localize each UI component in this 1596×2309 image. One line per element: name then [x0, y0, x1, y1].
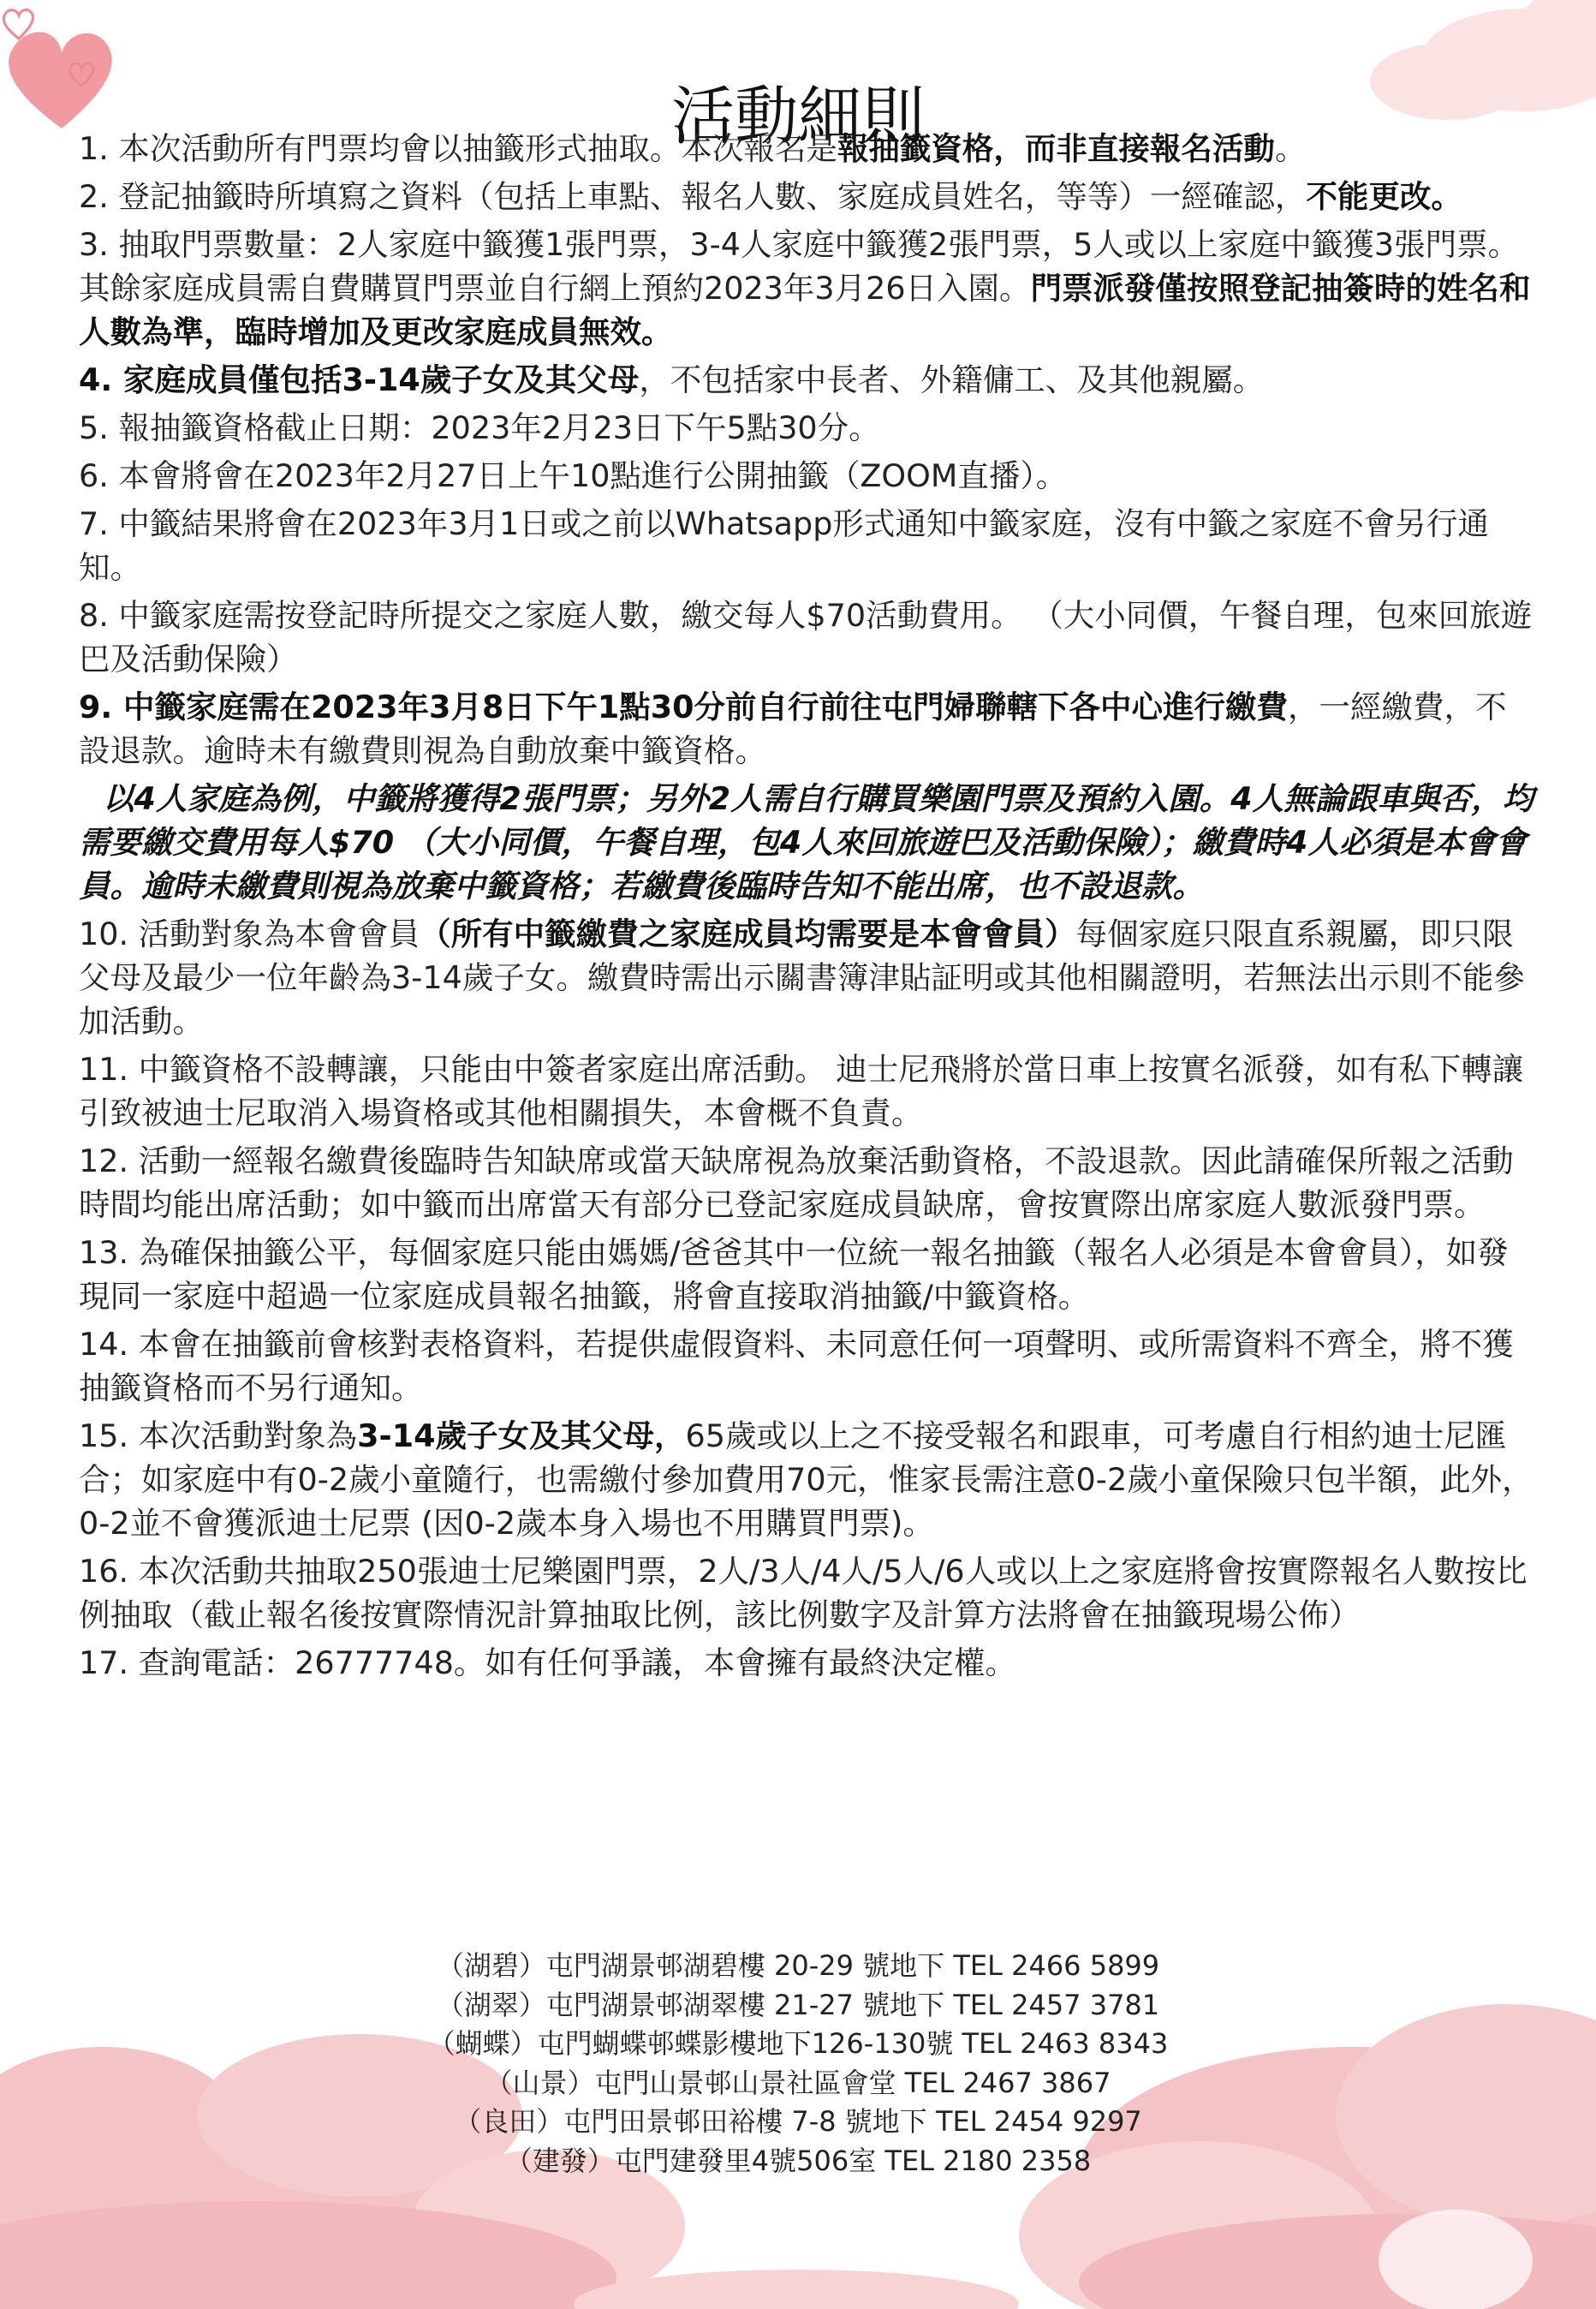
rule-text: 15. 本次活動對象為	[79, 1417, 358, 1454]
rule-item	[79, 1139, 1534, 1226]
example-note	[79, 777, 1534, 908]
rules-list	[79, 127, 1534, 1689]
address-line: （湖碧）屯門湖景邨湖碧樓 20-29 號地下 TEL 2466 5899	[436, 1949, 1160, 1982]
rule-text: 11. 中籤資格不設轉讓，只能由中簽者家庭出席活動。 迪士尼飛將於當日車上按實名派發，如有私下轉讓引致被迪士尼取消入場資格或其他相關損失，本會概不負責。	[79, 1051, 1524, 1131]
rule-item	[79, 406, 1534, 450]
rule-text-bold: 報抽籤資格，而非直接報名活動	[837, 130, 1275, 167]
rule-text: 5. 報抽籤資格截止日期：2023年2月23日下午5點30分。	[79, 409, 880, 446]
address-line: （建發）屯門建發里4號506室 TEL 2180 2358	[504, 2144, 1092, 2177]
rule-text: ，一經繳費，不設退款。逾時未有繳費則視為自動放棄中籤資格。	[79, 689, 1507, 769]
rule-text: 14. 本會在抽籤前會核對表格資料，若提供虛假資料、未同意任何一項聲明、或所需資料不齊全，將不獲抽籤資格而不另行通知。	[79, 1326, 1514, 1406]
rule-text: 。	[1274, 130, 1307, 167]
address-line: （山景）屯門山景邨山景社區會堂 TEL 2467 3867	[485, 2066, 1111, 2099]
address-line: （良田）屯門田景邨田裕樓 7-8 號地下 TEL 2454 9297	[454, 2105, 1142, 2138]
rule-item	[79, 1322, 1534, 1410]
rule-text-bold: 不能更改。	[1306, 178, 1462, 215]
rule-text-bold: 3-14歲子女及其父母，	[357, 1417, 686, 1454]
rule-text: 10. 活動對象為本會會員	[79, 916, 420, 952]
address-line: （湖翠）屯門湖景邨湖翠樓 21-27 號地下 TEL 2457 3781	[436, 1988, 1160, 2021]
rule-text-bold: 9. 中籤家庭需在2023年3月8日下午1點30分前自行前往屯門婦聯轄下各中心進行繳費	[79, 689, 1289, 725]
address-list	[0, 1947, 1596, 2181]
rule-item	[79, 912, 1534, 1043]
rule-text: 65歲或以上之不接受報名和跟車，可考慮自行相約迪士尼匯合；如家庭中有0-2歲小童隨行，也需繳付參加費用70元，惟家長需注意0-2歲小童保險只包半額，此外，0-2並不會獲派迪士尼票 (因0-2歲本身入場也不用購買門票)。	[79, 1417, 1533, 1542]
address-line: （蝴蝶）屯門蝴蝶邨蝶影樓地下126-130號 TEL 2463 8343	[427, 2027, 1169, 2060]
rule-item	[79, 502, 1534, 589]
rule-text-bold: 門票派發僅按照登記抽簽時的姓名和人數為準，臨時增加及更改家庭成員無效。	[79, 270, 1531, 350]
rule-text: 1. 本次活動所有門票均會以抽籤形式抽取。本次報名是	[79, 130, 837, 167]
rule-text: 12. 活動一經報名繳費後臨時告知缺席或當天缺席視為放棄活動資格，不設退款。因此請確保所報之活動時間均能出席活動；如中籤而出席當天有部分已登記家庭成員缺席，會按實際出席家庭人數派發門票。	[79, 1143, 1514, 1223]
rule-text: 7. 中籤結果將會在2023年3月1日或之前以Whatsapp形式通知中籤家庭，沒有中籤之家庭不會另行通知。	[79, 505, 1489, 586]
rule-text: 13. 為確保抽籤公平，每個家庭只能由媽媽/爸爸其中一位統一報名抽籤（報名人必須是本會會員），如發現同一家庭中超過一位家庭成員報名抽籤，將會直接取消抽籤/中籤資格。	[79, 1234, 1509, 1315]
rule-text: 8. 中籤家庭需按登記時所提交之家庭人數，繳交每人$70活動費用。 （大小同價，午餐自理，包來回旅遊巴及活動保險）	[79, 597, 1533, 677]
rule-text-bold: 4. 家庭成員僅包括3-14歲子女及其父母	[79, 361, 640, 398]
rule-text: 每個家庭只限直系親屬，即只限父母及最少一位年齡為3-14歲子女。繳費時需出示關書簿津貼証明或其他相關證明，若無法出示則不能參加活動。	[79, 916, 1525, 1040]
rule-text: ，不包括家中長者、外籍傭工、及其他親屬。	[639, 361, 1265, 398]
rule-item	[79, 1414, 1534, 1545]
rule-item	[79, 454, 1534, 498]
rule-text: 3. 抽取門票數量：2人家庭中籤獲1張門票，3-4人家庭中籤獲2張門票，5人或以上家庭中籤獲3張門票。其餘家庭成員需自費購買門票並自行網上預約2023年3月26日入園。	[79, 226, 1520, 307]
rule-item	[79, 358, 1534, 402]
rule-item	[79, 175, 1534, 218]
rule-text: 2. 登記抽籤時所填寫之資料（包括上車點、報名人數、家庭成員姓名，等等）一經確認，	[79, 178, 1307, 215]
rule-item	[79, 685, 1534, 773]
rule-text-bold: 以4人家庭為例，中籤將獲得2張門票；另外2人需自行購買樂園門票及預約入園。4人無論跟車與否，均需要繳交費用每人$70 （大小同價，午餐自理，包4人來回旅遊巴及活動保險）；繳費時4人必須是本會會員。逾時未繳費則視為放棄中籤資格；若繳費後臨時告知不能出席，也不設退款。	[79, 780, 1534, 904]
rule-item	[79, 1641, 1534, 1685]
rule-item	[79, 594, 1534, 681]
rule-text: 17. 查詢電話：26777748。如有任何爭議，本會擁有最終決定權。	[79, 1644, 1016, 1681]
rule-text-bold: （所有中籤繳費之家庭成員均需要是本會會員）	[420, 916, 1076, 952]
rule-text: 6. 本會將會在2023年2月27日上午10點進行公開抽籤（ZOOM直播）。	[79, 457, 1068, 494]
rule-text: 16. 本次活動共抽取250張迪士尼樂園門票，2人/3人/4人/5人/6人或以上之家庭將會按實際報名人數按比例抽取（截止報名後按實際情況計算抽取比例，該比例數字及計算方法將會在抽籤現場公佈）	[79, 1553, 1528, 1633]
rule-item	[79, 223, 1534, 354]
rule-item	[79, 1047, 1534, 1135]
page-title: 活動細則	[671, 79, 925, 153]
rule-item	[79, 127, 1534, 170]
rule-item	[79, 1549, 1534, 1637]
rule-item	[79, 1231, 1534, 1318]
